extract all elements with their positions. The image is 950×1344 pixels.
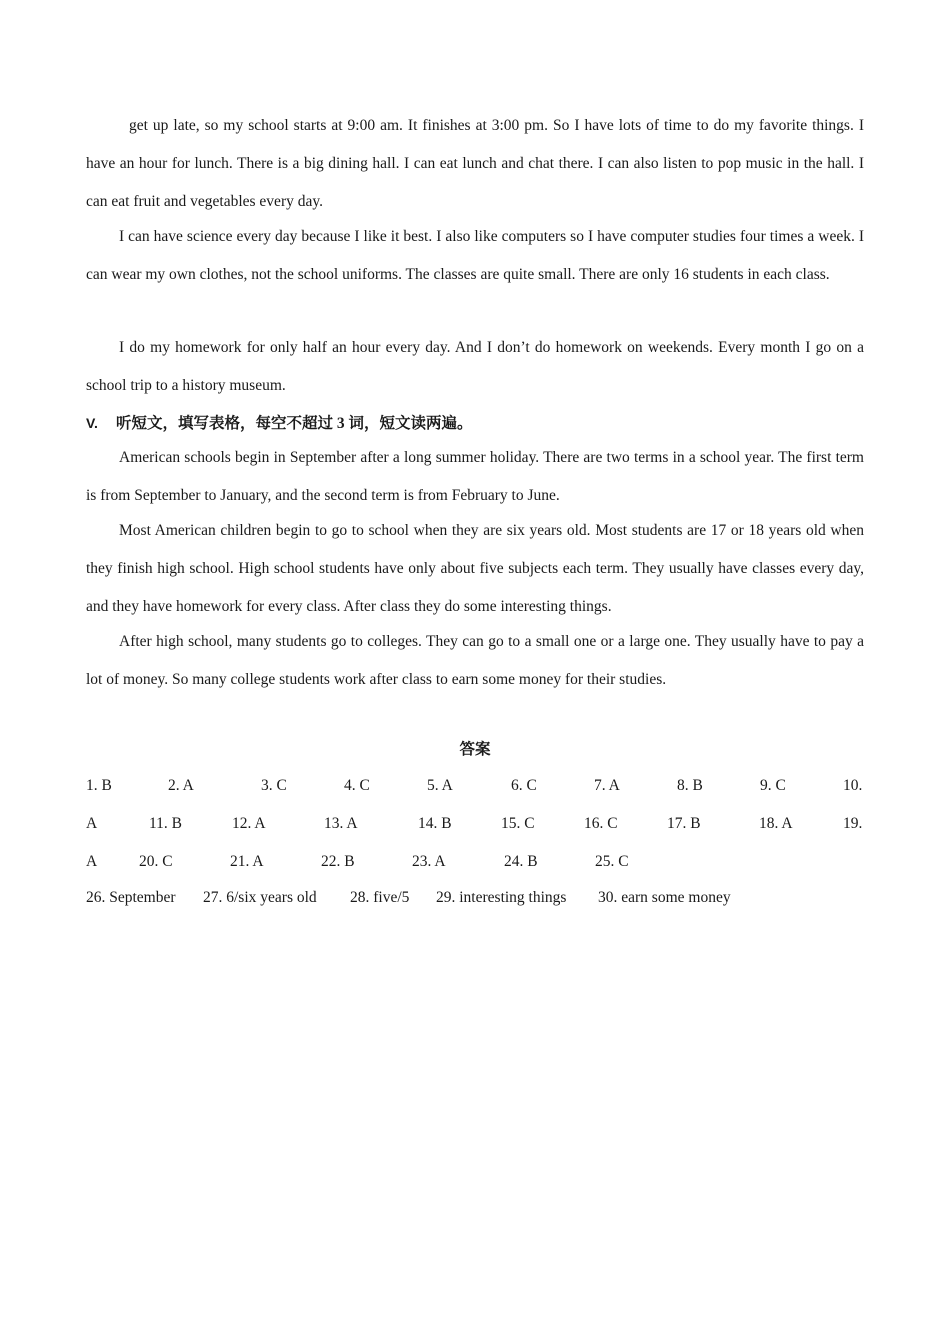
answer-item: 2. A	[168, 777, 194, 794]
answer-item: 27. 6/six years old	[203, 889, 317, 906]
answer-item: 10.	[843, 777, 863, 794]
answer-item: 30. earn some money	[598, 889, 731, 906]
passage-paragraph-1: get up late, so my school starts at 9:00 am. It finishes at 3:00 pm. So I have lots of time to do my favorite things. I have an hour for lunch. There is a big dining hall. I can eat lunch and chat there. I can also listen to pop music in the hall. I can eat fruit and vegetables every day.	[86, 117, 864, 210]
section-v-paragraph-3: After high school, many students go to colleges. They can go to a small one or a large one. They usually have to pay a lot of money. So many college students work after class to earn some money for their studies.	[86, 633, 864, 688]
answer-item: 21. A	[230, 853, 264, 870]
answer-item: 26. September	[86, 889, 176, 906]
answer-item: 15. C	[501, 815, 535, 832]
answer-item: 7. A	[594, 777, 620, 794]
answer-item: 19.	[843, 815, 863, 832]
answer-item: 20. C	[139, 853, 173, 870]
answer-item: 28. five/5	[350, 889, 410, 906]
answer-item: 4. C	[344, 777, 370, 794]
answer-item: 18. A	[759, 815, 793, 832]
answer-item: 29. interesting things	[436, 889, 567, 906]
passage-paragraph-3: I do my homework for only half an hour every day. And I don’t do homework on weekends. Every month I go on a school trip to a history museum.	[86, 339, 864, 394]
answer-item: 5. A	[427, 777, 453, 794]
answer-item: 6. C	[511, 777, 537, 794]
answer-item: 1. B	[86, 777, 112, 794]
answer-item: 25. C	[595, 853, 629, 870]
answer-item: A	[86, 853, 98, 870]
answer-item: 16. C	[584, 815, 618, 832]
answer-item: 23. A	[412, 853, 446, 870]
answer-item: 8. B	[677, 777, 703, 794]
passage-paragraph-2: I can have science every day because I like it best. I also like computers so I have computer studies four times a week. I can wear my own clothes, not the school uniforms. The classes are quite small. There are only 16 students in each class.	[86, 228, 864, 283]
section-v-paragraph-1: American schools begin in September after a long summer holiday. There are two terms in a school year. The first term is from September to January, and the second term is from February to June.	[86, 449, 864, 504]
answer-item: 14. B	[418, 815, 452, 832]
section-v-heading	[86, 412, 473, 435]
answer-item: 11. B	[149, 815, 183, 832]
answer-item: 3. C	[261, 777, 287, 794]
answer-item: A	[86, 815, 98, 832]
section-number: V.	[86, 415, 98, 431]
section-instruction: 听短文，填写表格，每空不超过 3 词，短文读两遍。	[116, 415, 473, 432]
answer-item: 24. B	[504, 853, 538, 870]
answer-item: 9. C	[760, 777, 786, 794]
answers-title: 答案	[459, 741, 491, 758]
section-v-paragraph-2: Most American children begin to go to school when they are six years old. Most students are 17 or 18 years old when they finish high school. High school students have only about five subjects each term. They usually have classes every day, and they have homework for every class. After class they do some interesting things.	[86, 522, 864, 615]
answer-item: 22. B	[321, 853, 355, 870]
answer-item: 12. A	[232, 815, 266, 832]
answer-item: 13. A	[324, 815, 358, 832]
answer-item: 17. B	[667, 815, 701, 832]
